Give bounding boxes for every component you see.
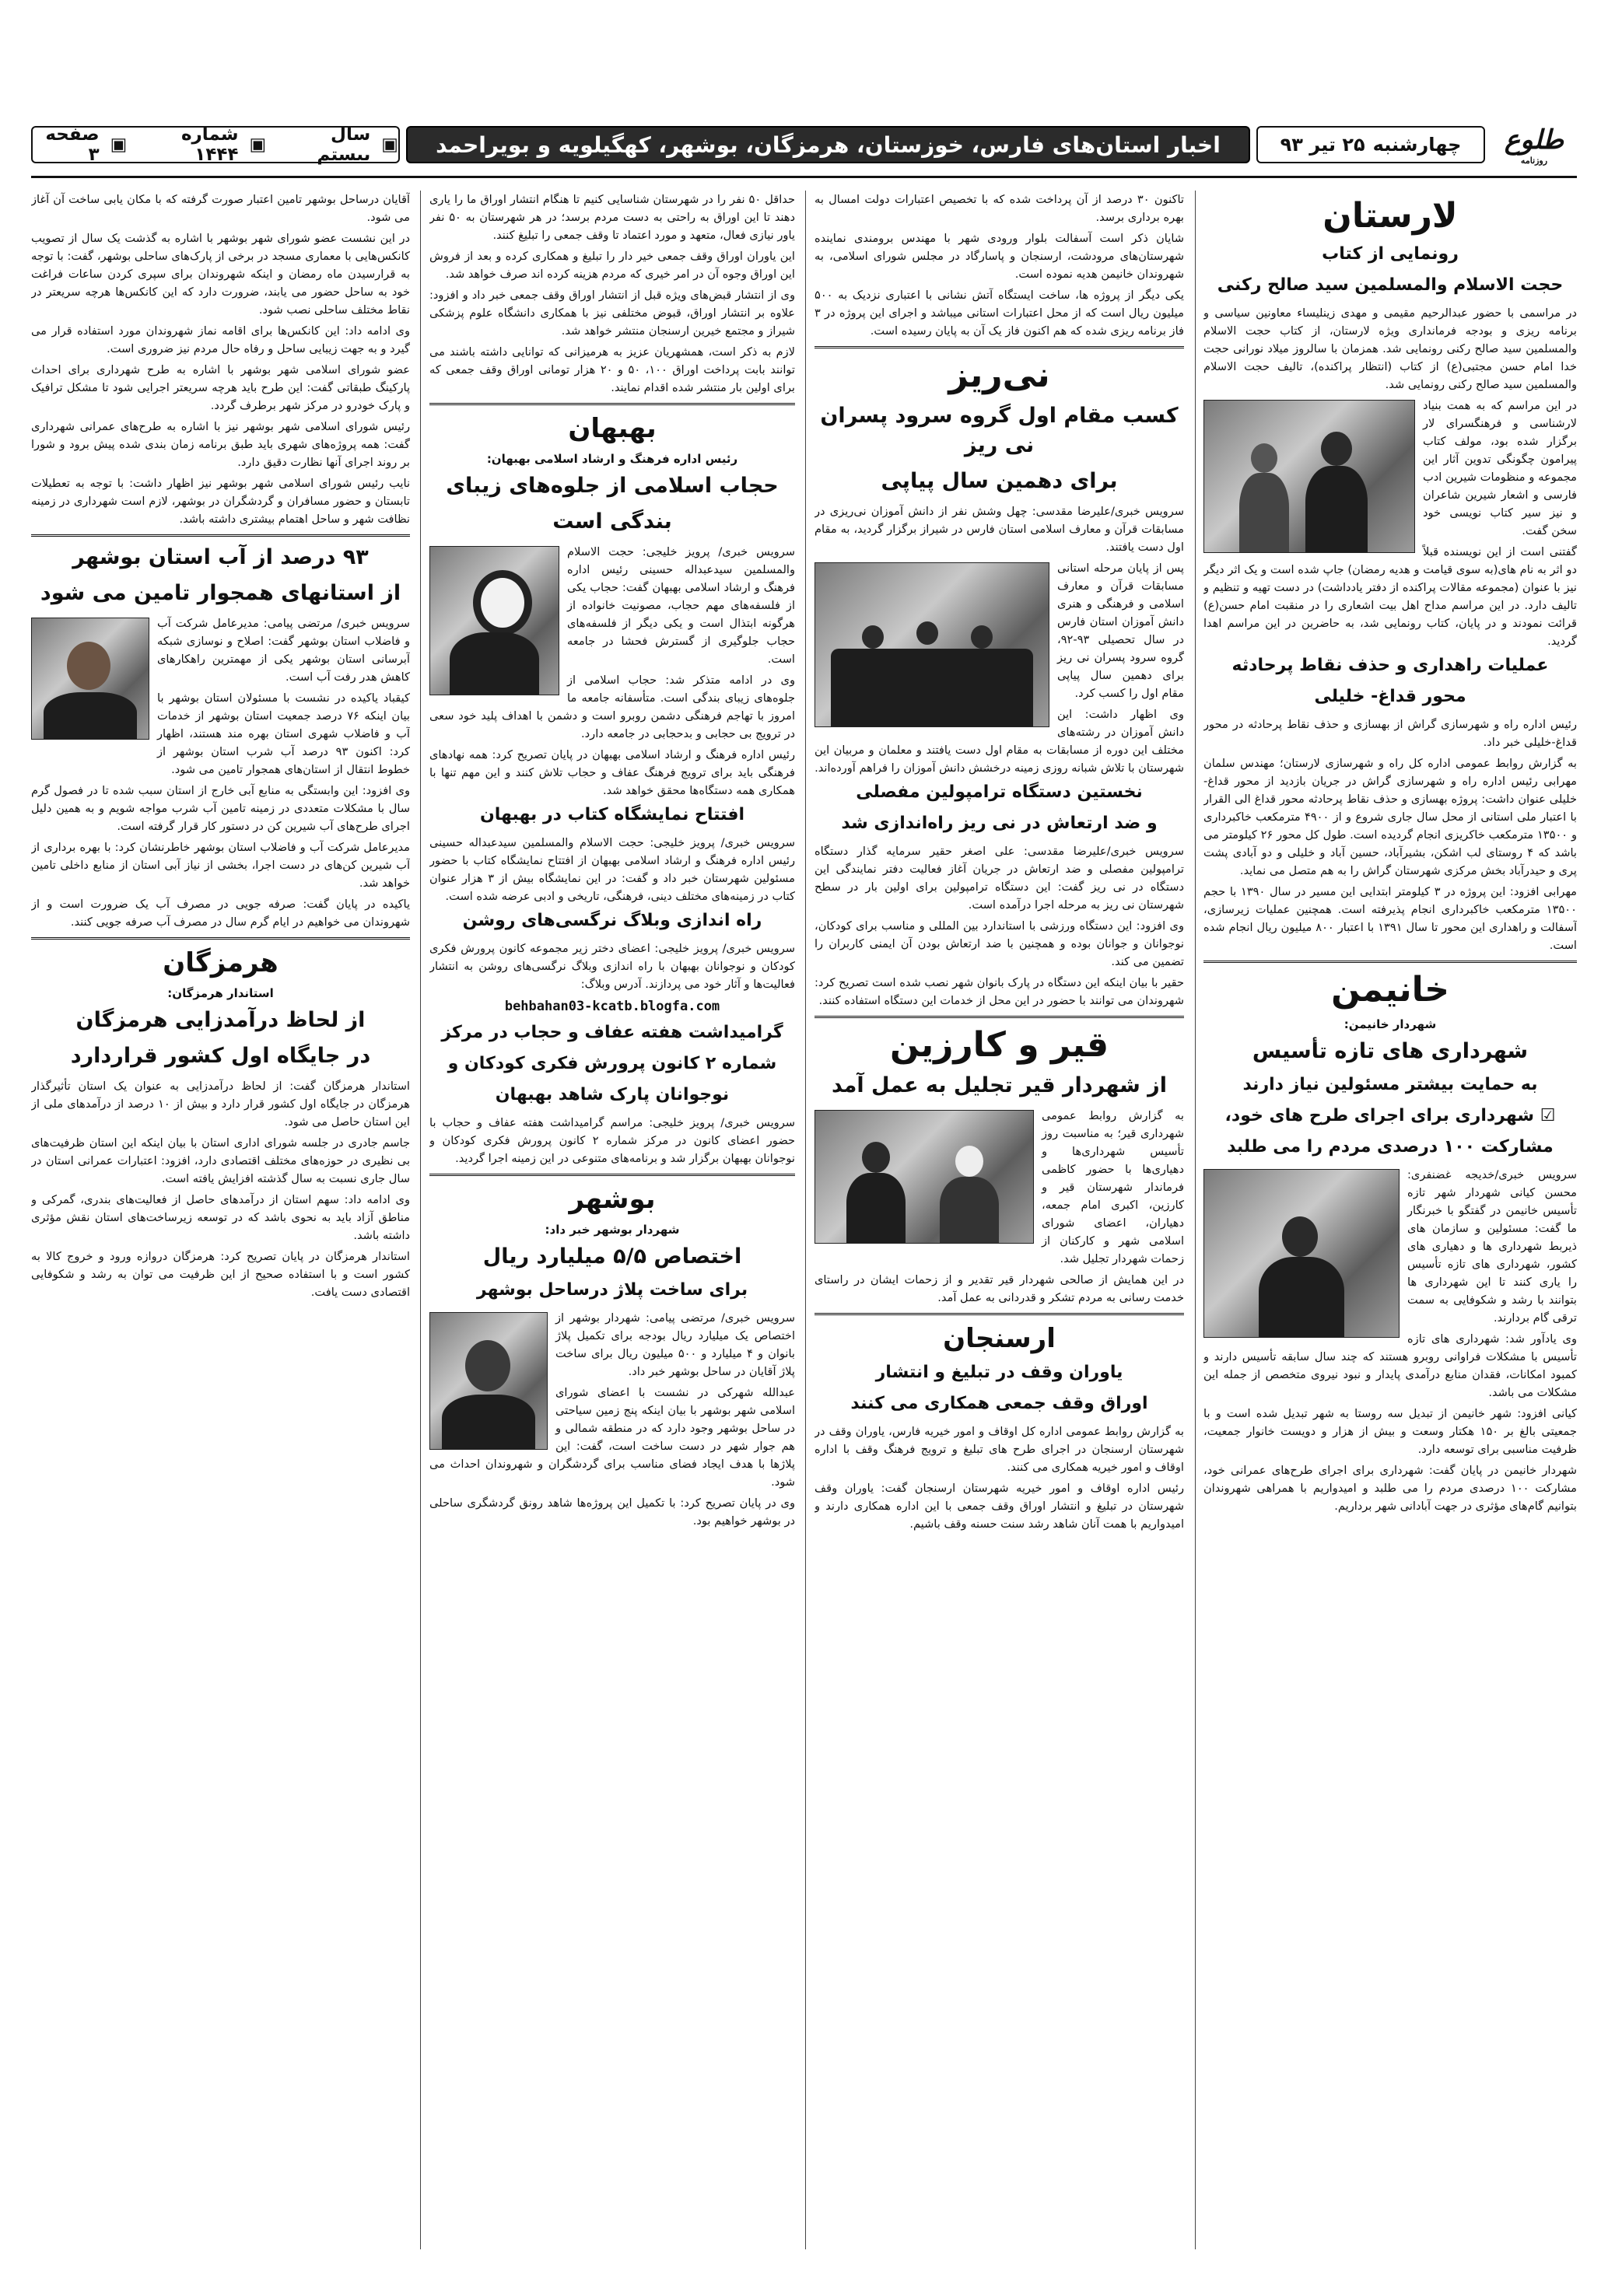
article-paragraph: نایب رئیس شورای اسلامی شهر بوشهر نیز اظهار داشت: با توجه به تعطیلات تابستان و حضور مسافران و گردشگران در بوشهر، لازم است شهرداری در زمینه نظافت شهر و ساحل اهتمام بیشتری داشته باشد. (31, 477, 410, 526)
article-paragraph: سرویس خبری/علیرضا مقدسی: چهل وشش نفر از دانش آموزان نی‌ریزی در مسابقات قرآن و معارف اسلامی استان فارس در شیراز برگزار گردید، به مقام اول دست یافتند. (815, 505, 1184, 554)
article-headline: عملیات راهداری و حذف نقاط پرحادثه (1231, 656, 1549, 675)
section-title: اخبار استان‌های فارس، خوزستان، هرمزگان، بوشهر، کهگیلویه و بویراحمد (436, 131, 1221, 158)
photo-figure-body (846, 1173, 906, 1244)
article-headline-text: شهرداری برای اجرای طرح های خود، (1224, 1106, 1535, 1125)
article-photo (1203, 1169, 1400, 1338)
article-subtitle: شهردار خانیمن: (1344, 1017, 1437, 1031)
article-headline: از استانهای همجوار تامین می شود (40, 581, 401, 605)
newspaper-logo (1491, 124, 1577, 166)
article-headline: محور قداغ- خلیلی (1314, 687, 1466, 706)
article-subtitle: استاندار هرمزگان: (167, 986, 274, 1000)
article-headline: گرامیداشت هفته عفاف و حجاب در مرکز (441, 1023, 783, 1042)
article-paragraph: وی افزود: این دستگاه ورزشی با استاندارد بین المللی و مناسب برای کودکان، نوجوانان و جوانان بوده و همچنین با ضد ارتعاش بودن آن ایمنی کاربران را تضمین می کند. (815, 919, 1184, 968)
article-paragraph: شهردار خانیمن در پایان گفت: شهرداری برای اجرای طرح‌های عمرانی خود، مشارکت ۱۰۰ درصدی مردم را می طلبد و امیدواریم با همراهی شهروندان بتوانیم گام‌های مؤثری در جهت آبادانی شهر برداریم. (1203, 1464, 1577, 1513)
article-headline: مشارکت ۱۰۰ درصدی مردم را می طلبد (1227, 1137, 1554, 1157)
issue-info-box (31, 126, 400, 163)
article-headline: بندگی است (552, 509, 672, 534)
article-paragraph: به گزارش روابط عمومی اداره کل راه و شهرسازی لارستان؛ مهندس سلمان مهرابی رئیس اداره راه و شهرسازی گراش در جریان بازدید از محور قداغ-خلیلی عنوان داشت: پروژه بهسازی و حذف نقاط پرحادثه محور قداغ الی القرار با اعتبار ملی استانی از محل سال جاری شروع و از ۴۹۰۰ مترمکعب خاکبرداری و ۱۳۵۰۰ مترمکعب خاکریزی انجام گردیده است. طول کل محور ۲۶ کیلومتر می باشد که ۴ روستای لب اشکن، بشیرآباد، حسین آباد و خلیلی و دو آبادی پشت پری و حیدرآباد بخش مرکزی شهرستان گراش را به هم متصل می نماید. (1203, 757, 1577, 877)
article-photo (815, 1110, 1034, 1244)
article-headline: از شهردار قیر تجلیل به عمل آمد (832, 1073, 1167, 1097)
article-paragraph: کیقباد یاکیده در نشست با مسئولان استان بوشهر با بیان اینکه ۷۶ درصد جمعیت استان بوشهر از خدمات آب و فاضلاب شهری استان بهره مند هستند، اظهار کرد: اکنون ۹۳ درصد آب شرب استان بوشهر از خطوط انتقال از استان‌های همجوار تامین می شود. (157, 691, 410, 776)
page-number: صفحه ۳ (45, 124, 100, 165)
section-heading: هرمزگان (163, 947, 279, 978)
logo-text: طلوع (1504, 124, 1564, 156)
article-paragraph: عبدالله شهرکی در نشست با اعضای شورای اسلامی شهر بوشهر با بیان اینکه پنج زمین سیاحتی در ساحل بوشهر وجود دارد که در منطقه شمالی و هم جوار شهر در دست ساخت است، گفت: این پلاژها با هدف ایجاد فضای مناسب برای گردشگران و شهروندان احداث می شود. (429, 1386, 795, 1489)
header-rule (31, 176, 1577, 178)
article-paragraph: وی در ادامه متذکر شد: حجاب اسلامی از جلوه‌های زیبای بندگی است. متأسفانه جامعه ما امروز با تهاجم فرهنگی دشمن روبرو است و دشمن با اهداف پلید خود سعی در ترویج بی حجابی و بدحجابی در جامعه دارد. (429, 674, 795, 740)
article-paragraph: وی ادامه داد: سهم استان از درآمدهای حاصل از فعالیت‌های بندری، گمرکی و مناطق آزاد باید به نحوی باشد که در توسعه زیرساخت‌های استان نقش مؤثری داشته باشد. (31, 1193, 410, 1242)
column-rule (1195, 191, 1196, 2249)
photo-figure-body (1259, 1257, 1344, 1338)
issue-number: شماره ۱۴۴۴ (180, 124, 239, 165)
article-headline: شماره ۲ کانون پرورش فکری کودکان و (447, 1054, 777, 1073)
article-photo (815, 562, 1049, 727)
article-divider (31, 534, 410, 537)
article-paragraph: کیانی افزود: شهر خانیمن از تبدیل سه روستا به شهر تبدیل شده است و با جمعیتی بالغ بر ۱۵۰ هکتار وسعت و بیش از هزار و دویست خانوار جمعیت، ظرفیت مناسبی برای توسعه دارد. (1203, 1407, 1577, 1456)
logo-subtext: روزنامه (1520, 155, 1548, 166)
article-headline: حجاب اسلامی از جلوه‌های زیبای (446, 474, 779, 498)
article-paragraph: عضو شورای اسلامی شهر بوشهر با اشاره به طرح شهرداری برای احداث پارکینگ طبقاتی گفت: این طرح باید هرچه سریعتر اجرایی شود تا مشکل ترافیک و پارک خودرو در مرکز شهر برطرف گردد. (31, 363, 410, 412)
article-headline: حجت الاسلام والمسلمین سید صالح رکنی (1217, 275, 1564, 295)
article-paragraph: در مراسمی با حضور عبدالرحیم مقیمی و مهدی زینلیساء معاونین سیاسی و برنامه ریزی و بودجه فرمانداری ویژه لارستان، از کتاب حجت الاسلام والمسلمین سید صالح رکنی رونمایی شد. همزمان با سالروز میلاد نورانی حجت خدا امام حسن مجتبی(ع) از کتاب (انتظار پراکنده)، تالیف حجت الاسلام والمسلمین سید صالح رکنی رونمایی شد. (1203, 306, 1577, 391)
article-headline: ۹۳ درصد از آب استان بوشهر (72, 545, 369, 569)
article-paragraph: در این مراسم که به همت بنیاد لارشناسی و فرهنگسرای لار برگزار شده بود، مولف کتاب پیرامون چگونگی تدوین آثار این مجموعه و منظومات شیرین ادب فارسی و اشعار شیرین شاعران و نیز سیر کتاب نویسی خود سخن گفت. (1423, 399, 1577, 537)
column-4 (31, 191, 410, 2257)
issue-date-box (1256, 126, 1485, 163)
article-divider (31, 937, 410, 940)
article-paragraph: سرویس خبری/ پرویز خلیجی: حجت الاسلام والمسلمین سیدعبداله حسینی رئیس اداره فرهنگ و ارشاد اسلامی بهبهان گفت: حجاب یکی از فلسفه‌های مهم حجاب، مصونیت خانواده از هرگونه ابتذال است و یکی دیگر از فلسفه‌های حجاب جلوگیری از گسترش فحشا در جامعه است. (567, 545, 795, 666)
photo-figure-head (971, 625, 993, 649)
article-paragraph: در این نشست عضو شورای شهر بوشهر با اشاره به گذشت یک سال از تصویب کانکس‌هایی با معماری مسجد در برخی از پارک‌های ساحلی بوشهر، گفت: با توجه به قرارسیدن ماه رمضان و اینکه شهروندان برای سپری کردن ساعات فراغت خود به ساحل حضور می یابند، ضرورت دارد که این کانکس‌ها هرچه سریعتر در نقاط مختلف ساحلی نصب شود. (31, 232, 410, 317)
article-paragraph: رئیس اداره راه و شهرسازی گراش از بهسازی و حذف نقاط پرحادثه در محور قداغ-خلیلی خبر داد. (1203, 718, 1577, 749)
square-icon: ▣ (110, 135, 128, 155)
article-paragraph: استاندار هرمزگان در پایان تصریح کرد: هرمزگان دروازه ورود و خروج کالا به کشور است و با استفاده صحیح از این ظرفیت می توان به رشد و شکوفایی اقتصادی دست یافت. (31, 1250, 410, 1299)
photo-figure-head (916, 621, 938, 645)
article-paragraph: استاندار هرمزگان گفت: از لحاظ درآمدزایی به عنوان یک استان تأثیرگذار هرمزگان در جایگاه اول کشور قرار دارد و بیش از ۱۰ درصد از درآمدهای ملی از این استان حاصل می شود. (31, 1080, 410, 1129)
article-paragraph: مهرابی افزود: این پروژه در ۳ کیلومتر ابتدایی این مسیر در سال ۱۳۹۰ با حجم ۱۳۵۰۰ مترمکعب خاکبرداری انجام پذیرفته است. همچنین عملیات زیرسازی، آسفالت و راهداری این محور تا سال ۱۳۹۱ با اعتبار ۸۰۰ میلیون ریال انجام شده است. (1203, 885, 1577, 952)
newspaper-page (31, 31, 1577, 2265)
article-paragraph: وی در پایان تصریح کرد: با تکمیل این پروژه‌ها شاهد رونق گردشگری ساحلی در بوشهر خواهیم بود. (429, 1496, 795, 1528)
article-paragraph: وی از انتشار قبض‌های ویژه قبل از انتشار اوراق وقف جمعی خبر داد و افزود: علاوه بر انتشار اوراق، قبوض مختلفی نیز با همکاری دانشگاه علوم پزشکی شیراز و مجتمع خیرین ارسنجان منتشر خواهد شد. (429, 289, 795, 338)
article-headline: در جایگاه اول کشور قراردارد (70, 1044, 371, 1068)
photo-figure-head (473, 570, 532, 635)
article-paragraph: سرویس خبری/خدیجه غضنفری: محسن کیانی شهردار شهر تازه تأسیس خانیمن در گفتگو با خبرنگار ما گفت: مسئولین و سازمان های ذیربط شهرداری ها و دهیاری های کشور، شهرداری های تازه تأسیس را یاری کنند تا این شهرداری ها بتوانند با رشد و شکوفایی به سمت ترقی گام بردارند. (1407, 1168, 1577, 1325)
article-headline: اوراق وقف جمعی همکاری می کنند (850, 1394, 1148, 1413)
article-paragraph: به گزارش روابط عمومی شهرداری قیر؛ به مناسبت روز تأسیس شهرداری‌ها و دهیاری‌ها با حضور کاظمی فرماندار شهرستان قیر و کارزین، اکبری امام جمعه، دهیاران، اعضای شورای اسلامی شهر و کارکنان از زحمات شهردار تجلیل شد. (1042, 1109, 1184, 1265)
article-paragraph: آقایان درساحل بوشهر تامین اعتبار صورت گرفته که با مکان یابی ساخت آن آغاز می شود. (31, 193, 410, 224)
photo-figure-body (442, 1395, 535, 1450)
article-photo (429, 1312, 548, 1450)
column-rule (805, 191, 806, 2249)
column-rule (420, 191, 421, 2249)
article-paragraph: وی افزود: این وابستگی به منابع آبی خارج از استان سبب شده تا در فصول گرم سال با مشکلات متعددی در زمینه تامین آب شرب مواجه شویم و به همین دلیل اجرای طرح‌های آب شیرین کن در دستور کار قرار گرفته است. (31, 784, 410, 833)
article-headline: اختصاص ۵/۵ میلیارد ریال (482, 1244, 742, 1269)
photo-figure-body (1305, 466, 1368, 553)
article-headline: از لحاظ درآمدزایی هرمزگان (75, 1008, 366, 1032)
page-header (31, 123, 1577, 166)
article-headline: یاوران وقف در تبلیغ و انتشار (875, 1363, 1123, 1382)
section-title-banner (406, 126, 1250, 163)
article-paragraph: پس از پایان مرحله استانی مسابقات قرآن و معارف اسلامی و فرهنگی و هنری دانش آموزان استان فارس در سال تحصیلی ۹۳-۹۲، گروه سرود پسران نی ریز برای دهمین سال پیاپی مقام اول را کسب کرد. (1057, 562, 1184, 700)
issue-day: چهارشنبه (1372, 134, 1462, 156)
article-subtitle: رئیس اداره فرهنگ و ارشاد اسلامی بهبهان: (486, 452, 738, 466)
article-paragraph: شایان ذکر است آسفالت بلوار ورودی شهر با مهندس برومندی نماینده شهرستان‌های مرودشت، ارسنجان و پاسارگاد در مجلس شورای اسلامی، به شهروندان خانیمن هدیه نموده است. (815, 232, 1184, 281)
article-divider (815, 346, 1184, 348)
article-paragraph: جاسم جادری در جلسه شورای اداری استان با بیان اینکه این استان ظرفیت‌های بی نظیری در حوزه‌های مختلف اقتصادی دارد، افزود: اعتبارات عمرانی استان در سال جاری نسبت به سال گذشته افزایش یافته است. (31, 1136, 410, 1185)
article-paragraph: به گزارش روابط عمومی اداره کل اوقاف و امور خیریه فارس، یاوران وقف در شهرستان ارسنجان در اجرای طرح های تبلیغ و ترویج فرهنگ وقف با اداره اوقاف و امور خیریه همکاری می کنند. (815, 1425, 1184, 1474)
article-headline: برای ساخت پلاژ درساحل بوشهر (476, 1280, 748, 1300)
article-paragraph: یکی دیگر از پروژه ها، ساخت ایستگاه آتش نشانی با اعتباری نزدیک به ۵۰۰ میلیون ریال است که از محل اعتبارات استانی میباشد و اجرای این پروژه در ۳ فاز برنامه ریزی شده که هم اکنون فاز یک آن به پایان رسیده است. (815, 289, 1184, 338)
section-heading: ارسنجان (943, 1323, 1056, 1354)
photo-figure-head (1321, 432, 1352, 466)
article-paragraph: سرویس خبری/ مرتضی پیامی: شهردار بوشهر از اختصاص یک میلیارد ریال بودجه برای تکمیل پلاژ بانوان و ۴ میلیارد و ۵۰۰ میلیون ریال برای ساخت پلاژ آقایان در ساحل بوشهر خبر داد. (555, 1311, 795, 1378)
article-divider (429, 1174, 795, 1176)
photo-figure-head (465, 1340, 510, 1391)
article-paragraph: سرویس خبری/ پرویز خلیجی: مراسم گرامیداشت هفته عفاف و حجاب با حضور اعضای کانون در مرکز شماره ۲ کانون پرورش فکری کودکان و نوجوانان بهبهان برگزار شد و برنامه‌های متنوعی در این زمینه اجرا گردید. (429, 1116, 795, 1165)
article-paragraph: لازم به ذکر است، همشهریان عزیز به هرمیزانی که توانایی داشته باشند می توانند بابت پرداخت اوراق ۱۰۰، ۵۰ و ۲۰ هزار تومانی اوراق وقف جمعی که برای اولین بار منتشر شده اقدام نمایند. (429, 345, 795, 394)
article-headline: برای دهمین سال پیاپی (881, 469, 1118, 493)
photo-figure-head (862, 1142, 890, 1173)
column-1 (1203, 191, 1577, 2257)
article-paragraph: حقیر با بیان اینکه این دستگاه در پارک بانوان شهر نصب شده است تصریح کرد: شهروندان می توانند با حضور در این محل از خدمات این دستگاه استفاده کنند. (815, 976, 1184, 1007)
column-3 (429, 191, 795, 2257)
photo-figure-head (1251, 443, 1277, 473)
article-divider (1203, 961, 1577, 963)
square-icon: ▣ (381, 135, 398, 155)
article-paragraph: سرویس خبری/ مرتضی پیامی: مدیرعامل شرکت آب و فاضلاب استان بوشهر گفت: اصلاح و نوسازی شبکه آبرسانی استان بوشهر یکی از مهمترین راهکارهای کاهش هدر رفت آب است. (157, 617, 410, 684)
checkbox-icon: ☑ (1540, 1106, 1556, 1125)
article-paragraph: وی یادآور شد: شهرداری های تازه تأسیس با مشکلات فراوانی روبرو هستند که چند سال سابقه تأسیس دارند و کمبود امکانات، فقدان منابع درآمدی پایدار و نبود نیروی متخصص از جمله این مشکلات می باشد. (1203, 1332, 1577, 1399)
section-heading: نی‌ریز (948, 355, 1050, 395)
article-paragraph: در این همایش از صالحی شهردار قیر تقدیر و از زحمات ایشان در راستای خدمت رسانی به مردم تشکر و قدردانی به عمل آمد. (815, 1273, 1184, 1304)
article-headline: به حمایت بیشتر مسئولین نیاز دارند (1242, 1075, 1538, 1094)
article-paragraph: تاکنون ۳۰ درصد از آن پرداخت شده که با تخصیص اعتبارات دولت امسال به بهره برداری برسد. (815, 193, 1184, 224)
article-paragraph: وی ادامه داد: این کانکس‌ها برای اقامه نماز شهروندان مورد استفاده قرار می گیرد و به جهت زیبایی ساحل و رفاه حال مردم نیز ضروری است. (31, 324, 410, 355)
article-kicker: رونمایی از کتاب (1322, 244, 1459, 264)
article-headline: و ضد ارتعاش در نی ریز راه‌اندازی شد (841, 814, 1158, 833)
article-paragraph: گفتنی است از این نویسنده قبلاً دو اثر به نام های(به سوی قیامت و هدیه رمضان) جاپ شده است و یک اثر دیگر نیز با عنوان (مجموعه مقالات پراکنده از دفتر یادداشت) در دست تهیه و تنظیم و تالیف دارد. در این مراسم مداح اهل بیت اشعاری را در منقبت امام حسن(ع) قرائت نمودند و در پایان، کتاب رونمایی شد، به حاضرین در این مراسم اهدا گردید. (1203, 545, 1577, 648)
photo-figure-head (862, 625, 884, 649)
square-icon: ▣ (249, 135, 267, 155)
article-headline: نوجوانان پارک شاهد بهبهان (495, 1085, 730, 1104)
article-headline: راه اندازی وبلاگ نرگسی‌های روشن (462, 911, 762, 930)
article-paragraph: یاکیده در پایان گفت: صرفه جویی در مصرف آب یک ضرورت است و از شهروندان می خواهیم در ایام گرم سال در مصرف آب صرفه جویی کنند. (31, 898, 410, 929)
photo-figure-body (450, 632, 539, 695)
section-heading: بوشهر (569, 1184, 656, 1215)
photo-group (831, 649, 1033, 726)
article-photo (1203, 400, 1415, 553)
article-headline (1203, 1104, 1577, 1129)
article-paragraph: این یاوران اوراق وقف جمعی خیر دار را تبلیغ و همکاری کرده و بعد از فروش این اوراق وجوه آن در امر خیری که مردم هزینه کرده اند صرف خواهد شد. (429, 250, 795, 281)
issue-date: ۲۵ تیر ۹۳ (1280, 134, 1365, 156)
section-heading: قیر و کارزین (889, 1025, 1109, 1065)
article-headline: کسب مقام اول گروه سرود پسران نی ریز (820, 404, 1179, 457)
article-paragraph: سرویس خبری/علیرضا مقدسی: علی اصغر حقیر سرمایه گذار دستگاه ترامپولین مفصلی و ضد ارتعاش در جریان آغاز فعالیت دفتر نمایندگی این دستگاه در نی ریز گفت: این دستگاه ترامپولین برای اولین بار در سطح شهرستان نی ریز به مرحله اجرا درآمده است. (815, 845, 1184, 912)
article-paragraph: وی اظهار داشت: این دانش آموزان در رشته‌های مختلف این دوره از مسابقات به مقام اول دست یافتند و معلمان و مربیان این شهرستان با تلاش شبانه روزی زمینه درخشش دانش آموزان را فراهم آورده‌اند. (815, 708, 1184, 775)
article-divider (815, 1313, 1184, 1315)
photo-figure-body (44, 692, 137, 740)
photo-figure-head (1282, 1216, 1318, 1257)
article-paragraph: رئیس اداره فرهنگ و ارشاد اسلامی بهبهان در پایان تصریح کرد: همه نهادهای فرهنگی باید برای ترویج فرهنگ عفاف و حجاب تلاش کنند و این مهم تنها با همکاری همه دستگاه‌ها محقق خواهد شد. (429, 748, 795, 797)
article-photo (429, 546, 559, 695)
article-paragraph: رئیس اداره اوقاف و امور خیریه شهرستان ارسنجان گفت: یاوران وقف شهرستان در تبلیغ و انتشار اوراق وقف جمعی با این اداره همکاری دارند و امیدواریم با همت آنان شاهد رشد سنت حسنه وقف باشیم. (815, 1482, 1184, 1531)
photo-figure-head (67, 642, 110, 690)
article-headline: افتتاح نمایشگاه کتاب در بهبهان (479, 805, 745, 824)
section-heading: خانیمن (1331, 970, 1449, 1010)
section-heading: بهبهان (568, 413, 657, 444)
article-paragraph: رئیس شورای اسلامی شهر بوشهر نیز با اشاره به طرح‌های عمرانی شهرداری گفت: همه پروژه‌های شهری باید طبق برنامه زمان بندی شده پیش برود و شورا بر روند اجرای آنها نظارت دقیق دارد. (31, 420, 410, 469)
article-paragraph: سرویس خبری/ پرویز خلیجی: اعضای دختر زیر مجموعه کانون پرورش فکری کودکان و نوجوانان بهبهان با راه اندازی وبلاگ نرگسی‌های روشن به انتشار فعالیت‌ها و آثار خود می پردازند. آدرس وبلاگ: (429, 942, 795, 991)
article-paragraph: سرویس خبری/ پرویز خلیجی: حجت الاسلام والمسلمین سیدعبداله حسینی رئیس اداره فرهنگ و ارشاد اسلامی بهبهان از افتتاح نمایشگاه کتاب با حضور مسئولین شهرستان خبر داد و گفت: در این نمایشگاه بیش از ۳ هزار عنوان کتاب در زمینه‌های مختلف دینی، فرهنگی، تاریخی و ادبی عرضه شده است. (429, 836, 795, 903)
article-divider (815, 1016, 1184, 1018)
article-headline: شهرداری های تازه تأسیس (1252, 1039, 1529, 1063)
article-photo (31, 618, 149, 740)
blog-link[interactable]: behbahan03-kcatb.blogfa.com (504, 999, 720, 1014)
article-paragraph: مدیرعامل شرکت آب و فاضلاب استان بوشهر خاطرنشان کرد: با بهره برداری از آب شیرین کن‌های در دست اجرا، بخشی از نیاز آبی استان از منابع داخلی تامین خواهد شد. (31, 841, 410, 890)
column-2 (815, 191, 1184, 2257)
article-subtitle: شهردار بوشهر خبر داد: (545, 1223, 680, 1237)
year-label: سال بیستم (317, 124, 371, 165)
photo-figure-head (955, 1146, 983, 1177)
article-headline: نخستین دستگاه ترامپولین مفصلی (856, 782, 1143, 802)
article-divider (429, 403, 795, 405)
section-heading: لارستان (1322, 196, 1458, 236)
photo-figure-body (940, 1177, 999, 1244)
photo-figure-body (1239, 473, 1289, 553)
article-paragraph: حداقل ۵۰ نفر را در شهرستان شناسایی کنیم تا هنگام انتشار اوراق ما را یاری دهند تا این اوراق به راحتی به دست مردم برسد؛ در هر شهرستان به ۵۰ نفر یاور نیازی فعال، متعهد و مورد اعتماد تا وقف جمعی را تبلیغ کنند. (429, 193, 795, 242)
